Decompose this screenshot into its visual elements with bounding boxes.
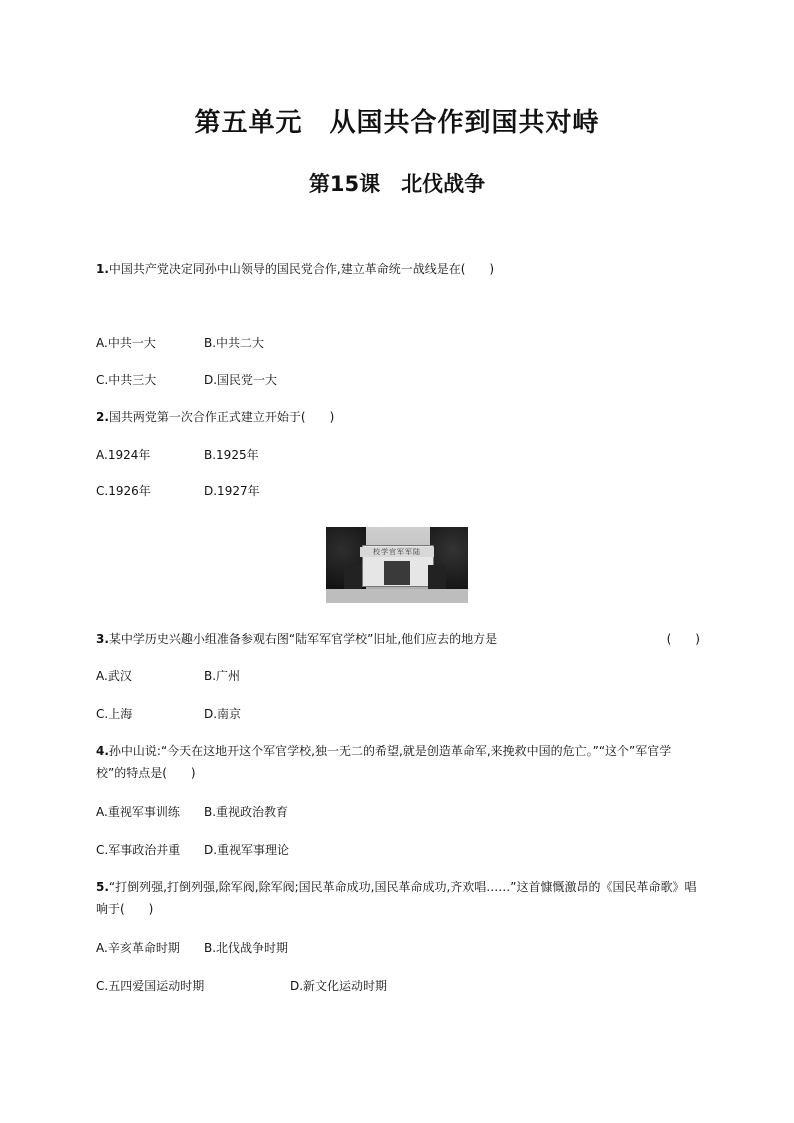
option-d: D.1927年 <box>204 484 260 498</box>
unit-title: 第五单元 从国共合作到国共对峙 <box>194 108 600 138</box>
option-c: C.上海 <box>96 707 133 721</box>
option-b: B.中共二大 <box>204 336 265 350</box>
question-5 <box>96 876 700 920</box>
question-3 <box>96 628 700 650</box>
option-b: B.重视政治教育 <box>204 805 289 819</box>
option-b: B.北伐战争时期 <box>204 941 289 955</box>
question-1 <box>96 258 700 280</box>
option-a: A.武汉 <box>96 669 132 683</box>
options-row <box>96 480 260 502</box>
option-d: D.国民党一大 <box>204 373 278 387</box>
option-d: D.新文化运动时期 <box>290 979 388 993</box>
question-text: 中国共产党决定同孙中山领导的国民党合作,建立革命统一战线是在( ) <box>108 262 495 276</box>
options-row <box>96 975 387 997</box>
question-text: 国共两党第一次合作正式建立开始于( ) <box>108 410 335 424</box>
question-2 <box>96 406 700 428</box>
options-row <box>96 801 288 823</box>
question-number: 3. <box>96 632 109 646</box>
option-c: C.中共三大 <box>96 373 157 387</box>
question-text: “打倒列强,打倒列强,除军阀,除军阀;国民革命成功,国民革命成功,齐欢唱……”这首慷慨激昂的《国民革命歌》唱响于( ) <box>96 880 697 916</box>
option-c: C.1926年 <box>96 484 151 498</box>
options-row <box>96 937 288 959</box>
options-row <box>96 665 240 687</box>
question-number: 5. <box>96 880 109 894</box>
option-b: B.1925年 <box>204 448 259 462</box>
photo-sign: 校学官军军陆 <box>360 547 434 557</box>
lesson-title: 第15课 北伐战争 <box>308 172 486 196</box>
option-a: A.中共一大 <box>96 336 156 350</box>
answer-paren: ( ) <box>666 632 700 646</box>
options-row <box>96 369 277 391</box>
options-row <box>96 444 259 466</box>
question-text: 某中学历史兴趣小组准备参观右图“陆军军官学校”旧址,他们应去的地方是 <box>108 632 498 646</box>
options-row <box>96 839 289 861</box>
military-academy-photo <box>326 527 468 603</box>
options-row <box>96 703 241 725</box>
option-c: C.五四爱国运动时期 <box>96 979 205 993</box>
option-c: C.军事政治并重 <box>96 843 181 857</box>
option-d: D.南京 <box>204 707 242 721</box>
option-a: A.重视军事训练 <box>96 805 180 819</box>
question-text: 孙中山说:“今天在这地开这个军官学校,独一无二的希望,就是创造革命军,来挽救中国的危亡。”“这个”军官学校”的特点是( ) <box>96 744 672 780</box>
question-number: 4. <box>96 744 109 758</box>
question-4 <box>96 740 700 784</box>
option-d: D.重视军事理论 <box>204 843 290 857</box>
option-a: A.辛亥革命时期 <box>96 941 180 955</box>
question-number: 1. <box>96 262 109 276</box>
option-a: A.1924年 <box>96 448 151 462</box>
options-row <box>96 332 264 354</box>
question-number: 2. <box>96 410 109 424</box>
option-b: B.广州 <box>204 669 241 683</box>
